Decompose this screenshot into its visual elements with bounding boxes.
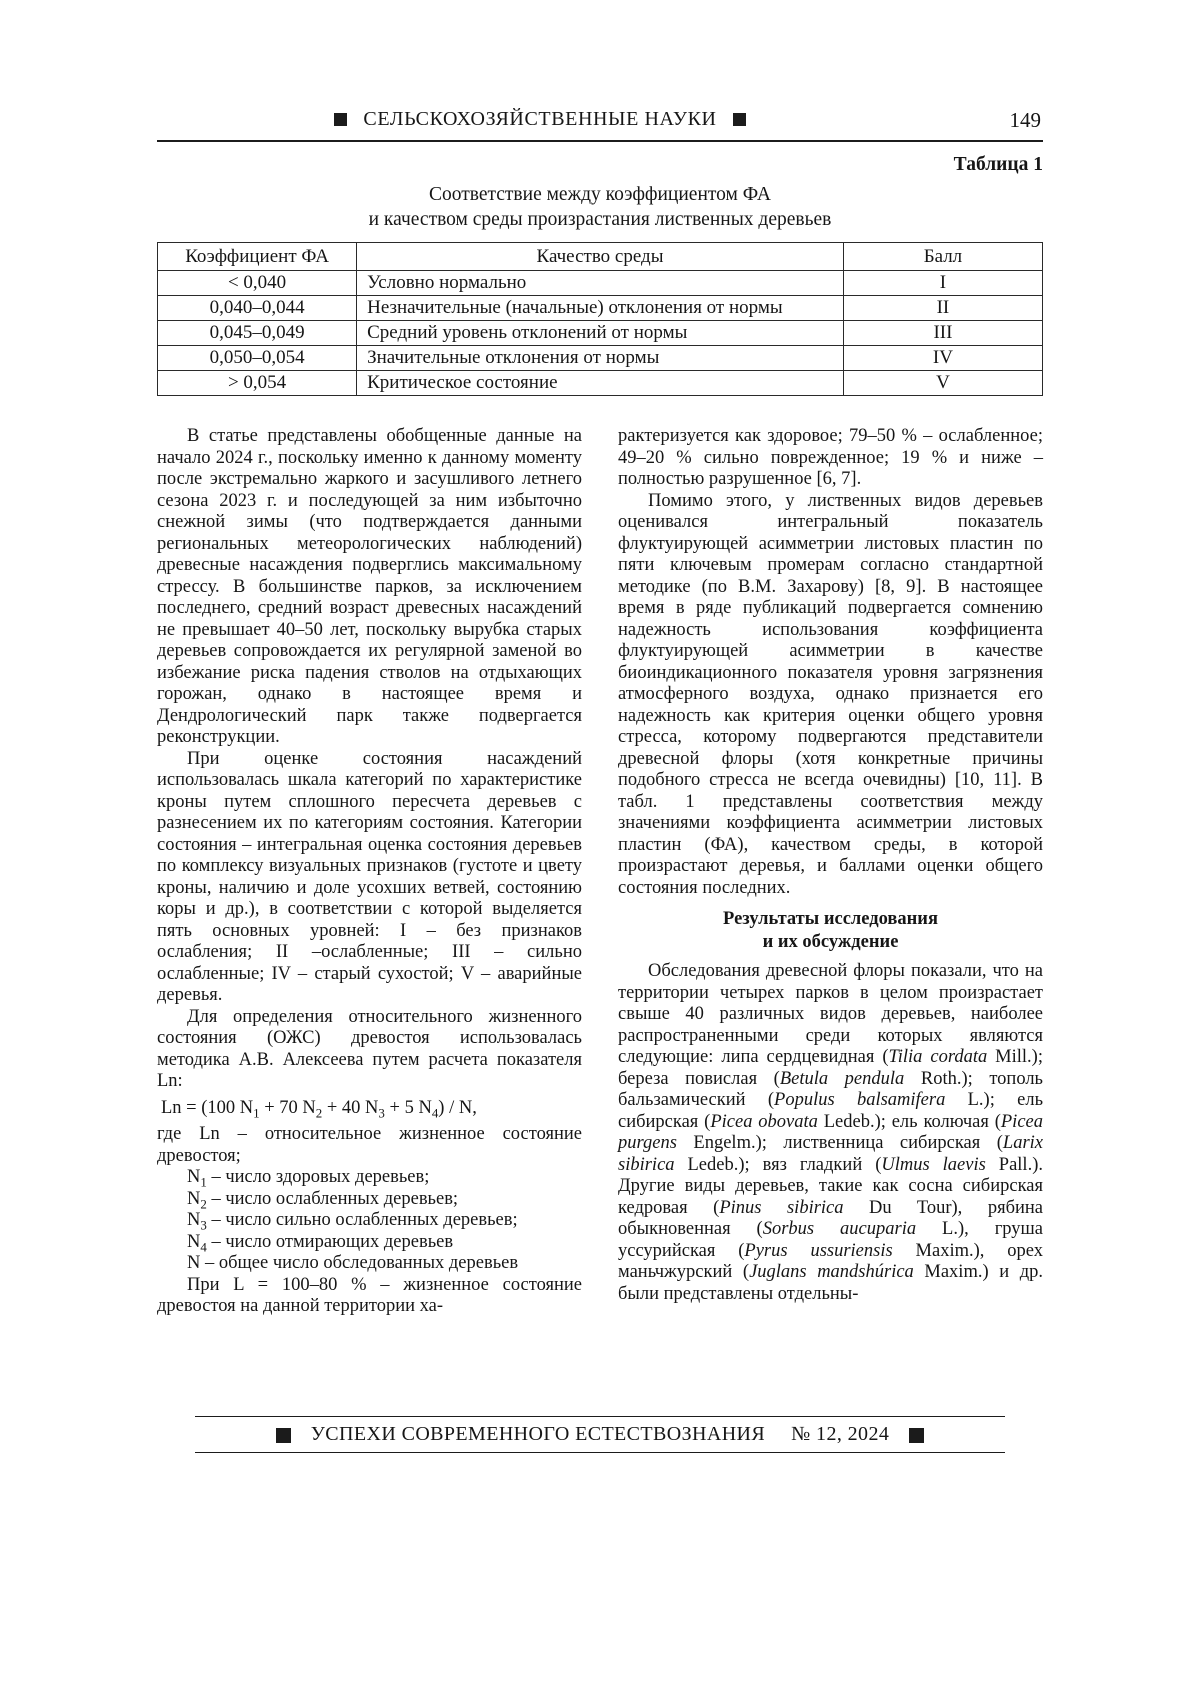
- square-icon: [276, 1428, 291, 1443]
- table-row: [158, 346, 1043, 371]
- journal-issue: № 12, 2024: [791, 1423, 890, 1445]
- table-cell: I: [843, 271, 1042, 296]
- table-caption-line1: Соответствие между коэффициентом ФА: [428, 184, 772, 205]
- table-cell: Значительные отклонения от нормы: [357, 346, 844, 371]
- paragraph: Помимо этого, у лиственных видов деревьев оценивался интегральный показатель флуктуирующей асимметрии листовых пластин по пяти ключевым промерам согласно стандартной методике (по В.М. Захарову) [8, 9]. В настоящее время в ряде публикаций подвергается сомнению надежность использования коэффициента флуктуирующей асимметрии в качестве биоиндикационного показателя уровня загрязнения атмосферного воздуха, однако признается его надежность как критерия оценки общего уровня стресса, которому подвергаются представители древесной флоры (хотя конкретные причины подобного стресса не всегда очевидны) [10, 11]. В табл. 1 представлены соответствия между значениями коэффициента асимметрии листовых пластин (ФА), качеством среды, в которой произрастают деревья, и баллами оценки общего состояния последних.: [618, 490, 1043, 898]
- column-header-score: Балл: [843, 243, 1042, 271]
- table-cell: Средний уровень отклонений от нормы: [357, 321, 844, 346]
- table-header-row: [158, 243, 1043, 271]
- left-column: [157, 426, 582, 1318]
- table-cell: Незначительные (начальные) отклонения от нормы: [357, 296, 844, 321]
- paragraph: где Ln – относительное жизненное состояние древостоя;: [157, 1124, 582, 1166]
- table-caption-line2: и качеством среды произрастания лиственных деревьев: [368, 209, 832, 230]
- table-cell: > 0,054: [158, 371, 357, 396]
- table-cell: 0,045–0,049: [158, 321, 357, 346]
- column-header-coefficient: Коэффициент ФА: [158, 243, 357, 271]
- table-cell: III: [843, 321, 1042, 346]
- section-title: [157, 108, 1043, 131]
- page-header: [157, 108, 1043, 142]
- life-state-formula: Ln = (100 $N_1 + 70$ $N_2 + 40$ $N_3 + 5$ $N_4$) / N,: [161, 1097, 477, 1121]
- paragraph: В статье представлены обобщенные данные на начало 2024 г., поскольку именно к данному моменту после экстремально жаркого и засушливого летнего сезона 2023 г. и последующей за ним избыточно снежной зимы (что подтверждается данными региональных метеорологических наблюдений) древесные насаждения подверглись максимальному стрессу. В большинстве парков, за исключением последнего, средний возраст древесных насаждений не превышает 40–50 лет, поскольку вырубка старых деревьев сопровождается их регулярной заменой во избежание риска падения стволов на отдыхающих горожан, однако в настоящее время и Дендрологический парк также подвергается реконструкции.: [157, 426, 582, 747]
- table-label: Таблица 1: [953, 154, 1043, 175]
- page-footer: [195, 1416, 1005, 1453]
- table-row: [158, 296, 1043, 321]
- table-caption: [157, 182, 1043, 232]
- table-row: [158, 321, 1043, 346]
- paragraph: При L = 100–80 % – жизненное состояние древостоя на данной территории ха-: [157, 1274, 582, 1316]
- right-column: [618, 426, 1043, 1318]
- table-cell: II: [843, 296, 1042, 321]
- paragraph: Обследования древесной флоры показали, что на территории четырех парков в целом произрастает свыше 40 различных видов деревьев, наиболее распространенными среди которых являются следующие: липа сердцевидная (Tilia cordata Mill.); береза повислая (Betula pendula Roth.); тополь бальзамический (Populus balsamifera L.); ель сибирская (Picea obovata Ledeb.); ель колючая (Picea purgens Engelm.); лиственница сибирская (Larix sibirica Ledeb.); вяз гладкий (Ulmus laevis Pall.). Другие виды деревьев, такие как сосна сибирская кедровая (Pinus sibirica Du Tour), рябина обыкновенная (Sorbus aucuparia L.), груша уссурийская (Pyrus ussuriensis Maxim.), орех маньчжурский (Juglans mandshúrica Maxim.) и др. были представлены отдельны-: [618, 961, 1044, 1304]
- table-cell: < 0,040: [158, 271, 357, 296]
- definition-item: $N_2$ – число ослабленных деревьев;: [187, 1188, 459, 1212]
- page-content: [157, 108, 1043, 1318]
- column-header-quality: Качество среды: [357, 243, 844, 271]
- definitions-list: [157, 1167, 582, 1275]
- table-row: [158, 371, 1043, 396]
- table-cell: 0,040–0,044: [158, 296, 357, 321]
- page-number: 149: [1009, 108, 1041, 132]
- article-body: [157, 426, 1043, 1318]
- square-icon: [909, 1428, 924, 1443]
- definition-item: $N_3$ – число сильно ослабленных деревьев;: [187, 1210, 518, 1233]
- table-cell: Условно нормально: [357, 271, 844, 296]
- paragraph: Для определения относительного жизненного состояния (ОЖС) древостоя использовалась методика А.В. Алексеева путем расчета показателя Ln:: [157, 1006, 582, 1091]
- results-heading-line2: и их обсуждение: [762, 932, 899, 952]
- fa-quality-table: [157, 242, 1043, 396]
- square-icon: [733, 113, 746, 126]
- table-row: [158, 271, 1043, 296]
- paragraph: рактеризуется как здоровое; 79–50 % – ослабленное; 49–20 % сильно поврежденное; 19 % и ниже – полностью разрушенное [6, 7].: [618, 426, 1043, 489]
- results-heading: [618, 908, 1043, 954]
- table-cell: V: [843, 371, 1042, 396]
- table-cell: Критическое состояние: [357, 371, 844, 396]
- table-cell: 0,050–0,054: [158, 346, 357, 371]
- section-title-text: СЕЛЬСКОХОЗЯЙСТВЕННЫЕ НАУКИ: [363, 108, 717, 130]
- journal-title: УСПЕХИ СОВРЕМЕННОГО ЕСТЕСТВОЗНАНИЯ: [310, 1423, 766, 1445]
- paragraph: При оценке состояния насаждений использовалась шкала категорий по характеристике кроны путем сплошного пересчета деревьев с разнесением их по категориям состояния. Категории состояния – интегральная оценка состояния деревьев по комплексу визуальных признаков (густоте и цвету кроны, наличию и доле усохших ветвей, состоянию коры и др.), в соответствии с которой выделяется пять основных уровней: I – без признаков ослабления; II –ослабленные; III – сильно ослабленные; IV – старый сухостой; V – аварийные деревья.: [157, 748, 582, 1005]
- definition-item: $N_1$ – число здоровых деревьев;: [187, 1167, 430, 1190]
- table-cell: IV: [843, 346, 1042, 371]
- results-heading-line1: Результаты исследования: [723, 909, 938, 929]
- definition-item: $N_4$ – число отмирающих деревьев: [187, 1231, 454, 1255]
- definition-item: N – общее число обследованных деревьев: [187, 1253, 519, 1273]
- square-icon: [334, 113, 347, 126]
